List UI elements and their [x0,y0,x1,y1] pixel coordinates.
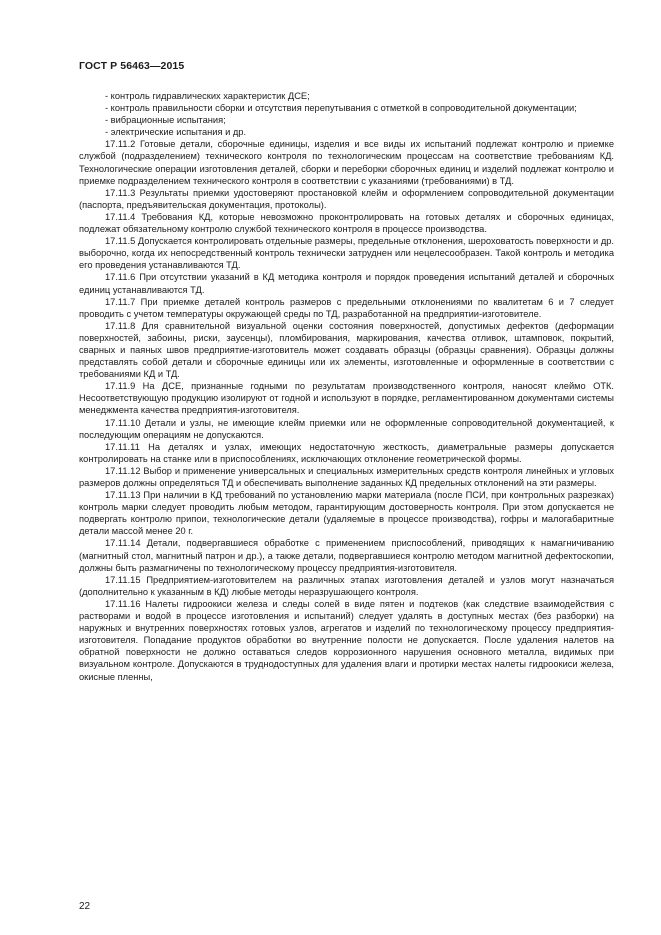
clause-17-11-6: 17.11.6 При отсутствии указаний в КД методика контроля и порядок проведения испытаний деталей и сборочных единиц устанавливаются ТД. [79,272,614,295]
clause-17-11-16: 17.11.16 Налеты гидроокиси железа и следы солей в виде пятен и подтеков (как следствие взаимодействия с растворами и водой в процессе изготовления и испытаний) следует удалять в доступных местах (без разборки) на наружных и внутренних поверхностях готовых узлов, агрегатов и изделий по технологическому процессу предприятия-изготовителя. Попадание продуктов обработки во внутренние полости не допускается. После удаления налетов на обратной поверхности не должно оставаться следов коррозионного нарушения основного металла, видимых при визуальном контроле. Допускаются в труднодоступных для удаления влаги и протирки местах налеты гидроокиси железа, окисные пленны, [79,598,614,682]
clause-17-11-15: 17.11.15 Предприятием-изготовителем на различных этапах изготовления деталей и узлов могут назначаться (дополнительно к указанным в КД) любые методы неразрушающего контроля. [79,574,614,597]
document-body [79,90,614,683]
clause-17-11-2: 17.11.2 Готовые детали, сборочные единицы, изделия и все виды их испытаний подлежат контролю и приемке службой (подразделением) технического контроля по технологическим процессам на соответствие требованиям КД. Технологические операции изготовления деталей, сборки и переборки сборочных единиц и изделий подлежат контролю и приемке подразделением технического контроля в соответствии с указаниями (требованиями) в ТД. [79,139,614,186]
clause-17-11-10: 17.11.10 Детали и узлы, не имеющие клейм приемки или не оформленные сопроводительной документацией, к последующим операциям не допускаются. [79,417,614,440]
clause-17-11-5: 17.11.5 Допускается контролировать отдельные размеры, предельные отклонения, шероховатость поверхности и др. выборочно, когда их непосредственный контроль технически затруднен или нецелесообразен. Такой контроль и методика его проведения устанавливаются ТД. [79,236,614,271]
clause-17-11-12: 17.11.12 Выбор и применение универсальных и специальных измерительных средств контроля линейных и угловых размеров должны определяться ТД и обеспечивать выполнение заданных КД предельных отклонений на эти размеры. [79,465,614,488]
clause-17-11-11: 17.11.11 На деталях и узлах, имеющих недостаточную жесткость, диаметральные размеры допускается контролировать на станке или в приспособлениях, исключающих отклонение геометрической формы. [79,441,614,464]
clause-17-11-14: 17.11.14 Детали, подвергавшиеся обработке с применением приспособлений, приводящих к намагничиванию (магнитный стол, магнитный патрон и др.), а также детали, подвергавшиеся контролю методом магнитной дефектоскопии, должны быть размагничены по технологическому процессу предприятия-изготовителя. [79,538,614,573]
clause-17-11-3: 17.11.3 Результаты приемки удостоверяют простановкой клейм и оформлением сопроводительной документации (паспорта, предъявительская документация, протоколы). [79,187,614,210]
document-header: ГОСТ Р 56463—2015 [79,60,185,72]
clause-17-11-4: 17.11.4 Требования КД, которые невозможно проконтролировать на готовых деталях и сборочных единицах, подлежат обязательному контролю службой технического контроля в процессе производства. [79,211,614,235]
list-item-hydraulic: - контроль гидравлических характеристик ДСЕ; [105,91,310,101]
clause-17-11-7: 17.11.7 При приемке деталей контроль размеров с предельными отклонениями по квалитетам 6 и 7 следует проводить с учетом температуры окружающей среды по ТД, разработанной на предприятии-изготовителе. [79,296,614,319]
list-item-electrical: - электрические испытания и др. [105,127,247,138]
clause-17-11-9: 17.11.9 На ДСЕ, признанные годными по результатам производственного контроля, наносят клеймо ОТК. Несоответствующую продукцию изолируют от годной и используют в порядке, регламентированном документами системы менеджмента качества предприятия-изготовителя. [79,381,614,416]
list-item-vibration: - вибрационные испытания; [105,115,226,126]
page-number: 22 [79,901,91,912]
clause-17-11-13: 17.11.13 При наличии в КД требований по установлению марки материала (после ПСИ, при контрольных разрезках) контроль марки следует проводить любым методом, гарантирующим достоверность контроля. При этом допускается не подвергать контролю припои, технологические детали (удаляемые в процессе производства), гофры и малогабаритные детали массой менее 20 г. [79,490,614,537]
list-item-assembly-check: - контроль правильности сборки и отсутствия перепутывания с отметкой в сопроводительной документации; [105,103,577,114]
clause-17-11-8: 17.11.8 Для сравнительной визуальной оценки состояния поверхностей, допустимых дефектов (деформации поверхностей, забоины, риски, заусенцы), пломбирования, маркирования, качества отливок, штамповок, покрытий, сварных и паяных швов предприятие-изготовитель может создавать образцы (образцы сравнения). Образцы должны представлять собой детали и сборочные единицы или их элементы, изготовленные и оформленные в соответствии с требованиями КД и ТД. [79,320,614,380]
